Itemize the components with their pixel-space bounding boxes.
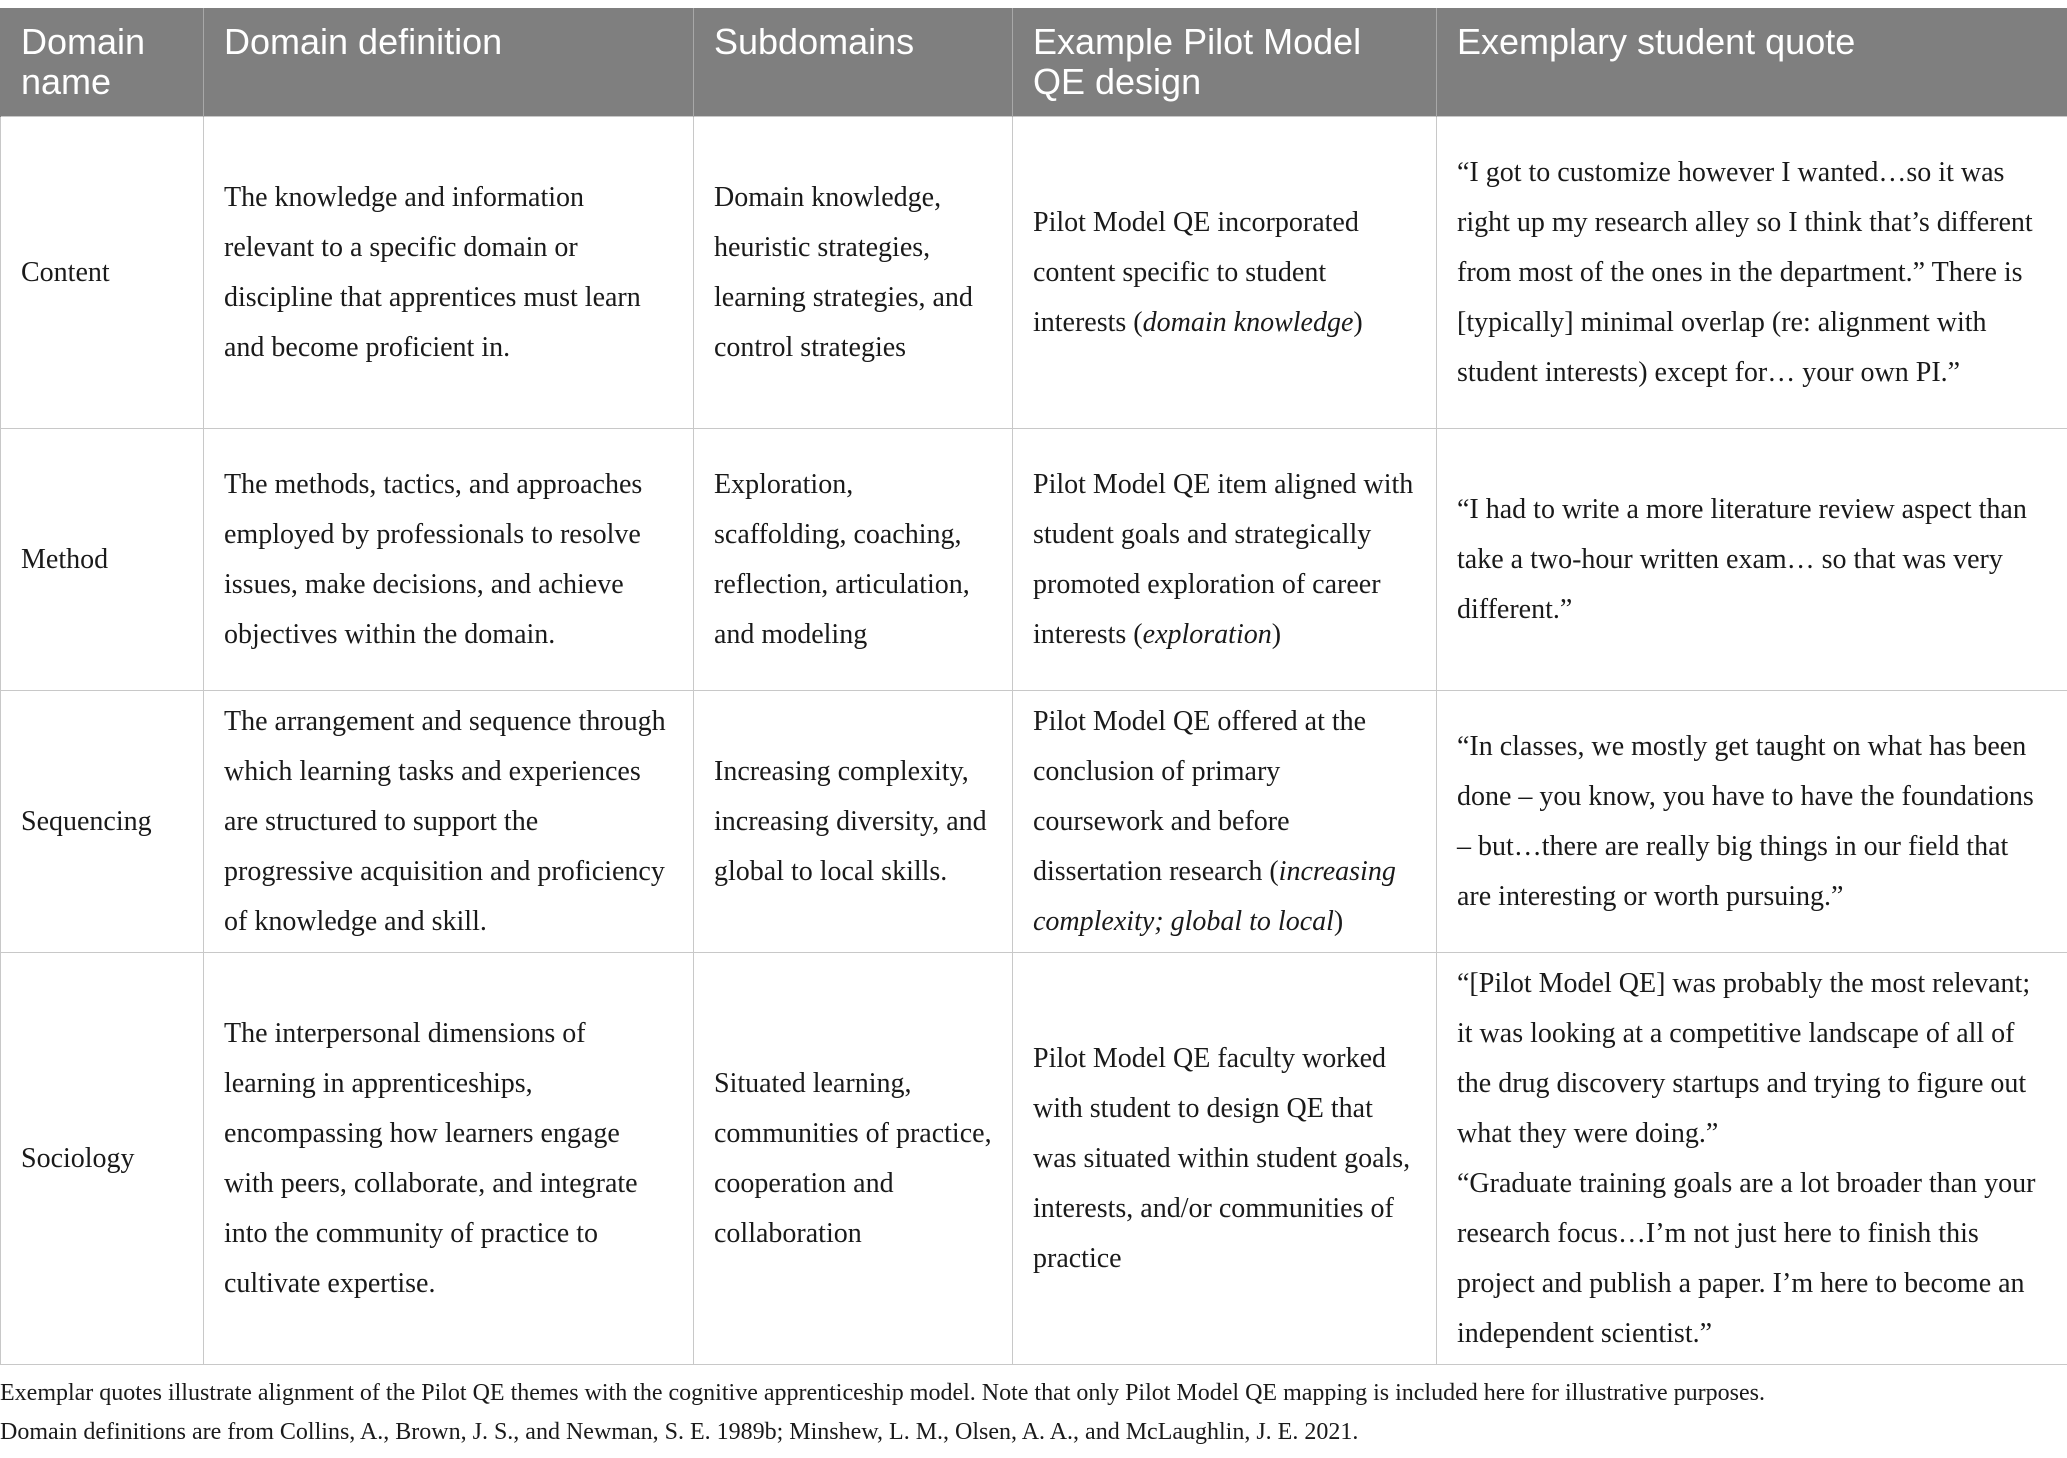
domain-name-cell: Method	[1, 429, 204, 691]
table-row	[1, 429, 2067, 691]
domain-table	[0, 8, 2067, 1365]
quote-text-2: “Graduate training goals are a lot broader than your research focus…I’m not just here to finish this project and publish a paper. I’m here to become an independent scientist.”	[1457, 1167, 2036, 1349]
header-domain-name: Domain name	[1, 8, 204, 117]
header-student-quote: Exemplary student quote	[1437, 8, 2067, 117]
example-text: Pilot Model QE incorporated content specific to student interests (	[1033, 206, 1359, 338]
subdomains-cell: Domain knowledge, heuristic strategies, learning strategies, and control strategies	[694, 117, 1013, 429]
example-italic: increasing complexity; global to local	[1033, 855, 1396, 937]
table-container	[0, 8, 2067, 1365]
example-cell	[1013, 691, 1437, 953]
example-cell	[1013, 117, 1437, 429]
subdomains-cell: Exploration, scaffolding, coaching, reflection, articulation, and modeling	[694, 429, 1013, 691]
definition-cell: The knowledge and information relevant to a specific domain or discipline that apprentices must learn and become proficient in.	[204, 117, 694, 429]
example-cell	[1013, 429, 1437, 691]
quote-cell: “I had to write a more literature review aspect than take a two-hour written exam… so that was very different.”	[1437, 429, 2067, 691]
quote-text: “[Pilot Model QE] was probably the most relevant; it was looking at a competitive landscape of all of the drug discovery startups and trying to figure out what they were doing.”	[1457, 967, 2031, 1149]
quote-cell	[1437, 953, 2067, 1365]
quote-cell: “In classes, we mostly get taught on what has been done – you know, you have to have the foundations – but…there are really big things in our field that are interesting or worth pursuing.”	[1437, 691, 2067, 953]
footnote-line-1: Exemplar quotes illustrate alignment of the Pilot QE themes with the cognitive apprenticeship model. Note that only Pilot Model QE mapping is included here for illustrative purposes.	[0, 1380, 1765, 1406]
example-text: Pilot Model QE offered at the conclusion of primary coursework and before dissertation research (	[1033, 705, 1367, 887]
domain-name-cell: Sociology	[1, 953, 204, 1365]
example-suffix: )	[1271, 618, 1282, 650]
quote-cell: “I got to customize however I wanted…so it was right up my research alley so I think that’s different from most of the ones in the department.” There is [typically] minimal overlap (re: alignment with student interests) except for… your own PI.”	[1437, 117, 2067, 429]
header-subdomains: Subdomains	[694, 8, 1013, 117]
table-row	[1, 953, 2067, 1365]
definition-cell: The arrangement and sequence through which learning tasks and experiences are structured to support the progressive acquisition and proficiency of knowledge and skill.	[204, 691, 694, 953]
footnote-line-2: Domain definitions are from Collins, A., Brown, J. S., and Newman, S. E. 1989b; Minshew, L. M., Olsen, A. A., and McLaughlin, J. E. 2021.	[0, 1419, 1359, 1445]
table-row	[1, 117, 2067, 429]
example-italic: exploration	[1142, 618, 1272, 650]
header-example-design: Example Pilot Model QE design	[1013, 8, 1437, 117]
example-text: Pilot Model QE faculty worked with student to design QE that was situated within student goals, interests, and/or communities of practice	[1033, 1042, 1411, 1274]
example-text: Pilot Model QE item aligned with student goals and strategically promoted exploration of career interests (	[1033, 468, 1414, 650]
domain-name-cell: Content	[1, 117, 204, 429]
subdomains-cell: Situated learning, communities of practice, cooperation and collaboration	[694, 953, 1013, 1365]
table-footnote	[0, 1374, 2067, 1452]
example-suffix: )	[1353, 306, 1363, 338]
example-suffix: )	[1333, 905, 1344, 937]
header-domain-definition: Domain definition	[204, 8, 694, 117]
example-italic: domain knowledge	[1142, 306, 1354, 338]
definition-cell: The methods, tactics, and approaches employed by professionals to resolve issues, make decisions, and achieve objectives within the domain.	[204, 429, 694, 691]
domain-name-cell: Sequencing	[1, 691, 204, 953]
header-row	[1, 8, 2067, 117]
definition-cell: The interpersonal dimensions of learning in apprenticeships, encompassing how learners engage with peers, collaborate, and integrate into the community of practice to cultivate expertise.	[204, 953, 694, 1365]
table-row	[1, 691, 2067, 953]
subdomains-cell: Increasing complexity, increasing diversity, and global to local skills.	[694, 691, 1013, 953]
example-cell	[1013, 953, 1437, 1365]
